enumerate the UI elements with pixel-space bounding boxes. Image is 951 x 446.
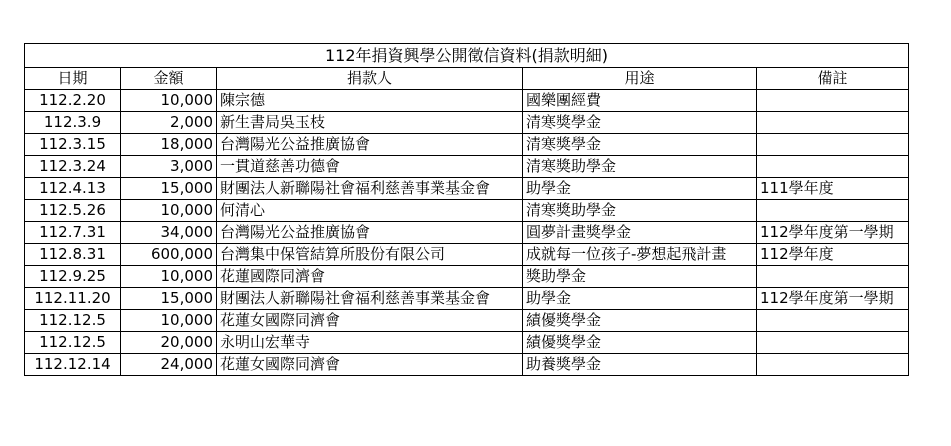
cell-purpose: 成就每一位孩子-夢想起飛計畫: [523, 244, 757, 266]
title-row: [25, 44, 909, 68]
cell-date: 112.12.5: [25, 310, 121, 332]
table-row: [25, 200, 909, 222]
cell-note: [757, 156, 909, 178]
table-row: [25, 354, 909, 376]
cell-amount: 18,000: [121, 134, 217, 156]
cell-purpose: 助學金: [523, 288, 757, 310]
cell-donor: 台灣陽光公益推廣協會: [217, 134, 523, 156]
cell-note: 112學年度: [757, 244, 909, 266]
table-row: [25, 90, 909, 112]
donation-table: [24, 43, 909, 376]
header-donor: 捐款人: [217, 68, 523, 90]
table-row: [25, 134, 909, 156]
cell-date: 112.12.14: [25, 354, 121, 376]
cell-date: 112.4.13: [25, 178, 121, 200]
cell-purpose: 獎助學金: [523, 266, 757, 288]
header-date: 日期: [25, 68, 121, 90]
cell-purpose: 國樂團經費: [523, 90, 757, 112]
cell-date: 112.3.24: [25, 156, 121, 178]
cell-purpose: 清寒獎學金: [523, 112, 757, 134]
cell-donor: 永明山宏華寺: [217, 332, 523, 354]
cell-note: [757, 200, 909, 222]
cell-amount: 10,000: [121, 90, 217, 112]
cell-note: [757, 90, 909, 112]
cell-date: 112.11.20: [25, 288, 121, 310]
table-row: [25, 332, 909, 354]
cell-date: 112.2.20: [25, 90, 121, 112]
cell-date: 112.12.5: [25, 332, 121, 354]
cell-purpose: 績優獎學金: [523, 310, 757, 332]
cell-donor: 台灣集中保管結算所股份有限公司: [217, 244, 523, 266]
cell-note: [757, 266, 909, 288]
cell-date: 112.3.15: [25, 134, 121, 156]
cell-date: 112.7.31: [25, 222, 121, 244]
table-row: [25, 112, 909, 134]
cell-donor: 花蓮女國際同濟會: [217, 310, 523, 332]
cell-amount: 24,000: [121, 354, 217, 376]
cell-amount: 10,000: [121, 310, 217, 332]
cell-purpose: 助學金: [523, 178, 757, 200]
table-title: 112年捐資興學公開徵信資料(捐款明細): [25, 44, 909, 68]
cell-donor: 陳宗德: [217, 90, 523, 112]
cell-amount: 15,000: [121, 288, 217, 310]
cell-purpose: 圓夢計畫獎學金: [523, 222, 757, 244]
cell-note: [757, 354, 909, 376]
table-row: [25, 156, 909, 178]
cell-amount: 10,000: [121, 200, 217, 222]
cell-donor: 新生書局吳玉枝: [217, 112, 523, 134]
cell-purpose: 助養獎學金: [523, 354, 757, 376]
header-purpose: 用途: [523, 68, 757, 90]
cell-note: 112學年度第一學期: [757, 222, 909, 244]
cell-purpose: 清寒獎助學金: [523, 156, 757, 178]
cell-amount: 15,000: [121, 178, 217, 200]
table-row: [25, 244, 909, 266]
cell-donor: 財團法人新聯陽社會福利慈善事業基金會: [217, 178, 523, 200]
header-amount: 金額: [121, 68, 217, 90]
header-note: 備註: [757, 68, 909, 90]
table-row: [25, 310, 909, 332]
table-row: [25, 266, 909, 288]
cell-amount: 600,000: [121, 244, 217, 266]
cell-amount: 10,000: [121, 266, 217, 288]
table-row: [25, 178, 909, 200]
cell-note: [757, 332, 909, 354]
cell-note: 112學年度第一學期: [757, 288, 909, 310]
cell-donor: 一貫道慈善功德會: [217, 156, 523, 178]
cell-donor: 台灣陽光公益推廣協會: [217, 222, 523, 244]
cell-date: 112.3.9: [25, 112, 121, 134]
cell-purpose: 清寒獎助學金: [523, 200, 757, 222]
cell-donor: 財團法人新聯陽社會福利慈善事業基金會: [217, 288, 523, 310]
cell-donor: 花蓮女國際同濟會: [217, 354, 523, 376]
cell-note: [757, 112, 909, 134]
cell-note: [757, 134, 909, 156]
cell-purpose: 績優獎學金: [523, 332, 757, 354]
cell-donor: 何清心: [217, 200, 523, 222]
cell-date: 112.8.31: [25, 244, 121, 266]
table-row: [25, 288, 909, 310]
table-row: [25, 222, 909, 244]
cell-date: 112.5.26: [25, 200, 121, 222]
cell-note: 111學年度: [757, 178, 909, 200]
cell-amount: 34,000: [121, 222, 217, 244]
cell-amount: 20,000: [121, 332, 217, 354]
cell-purpose: 清寒獎學金: [523, 134, 757, 156]
cell-donor: 花蓮國際同濟會: [217, 266, 523, 288]
cell-note: [757, 310, 909, 332]
table-body: [25, 90, 909, 376]
cell-amount: 3,000: [121, 156, 217, 178]
header-row: [25, 68, 909, 90]
cell-date: 112.9.25: [25, 266, 121, 288]
cell-amount: 2,000: [121, 112, 217, 134]
